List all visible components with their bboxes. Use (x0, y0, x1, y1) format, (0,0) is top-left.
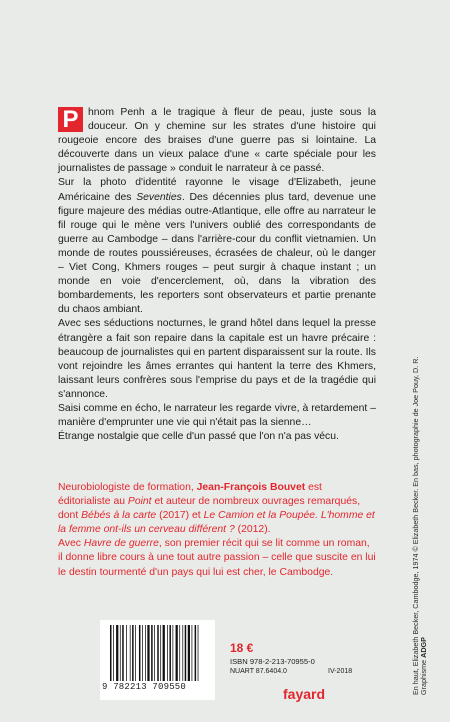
barcode-bar (169, 625, 171, 681)
barcode-bar (173, 625, 174, 681)
barcode-bar (132, 625, 134, 681)
bio-text: Avec (58, 538, 84, 550)
barcode-bar (120, 625, 121, 681)
barcode-bar (195, 625, 197, 681)
book-blurb (58, 106, 376, 444)
barcode-bar (179, 625, 180, 681)
nuart-code: NUART 87.6404.0 (230, 668, 287, 675)
barcode-icon (110, 625, 206, 681)
credits-line-1: En haut, Elizabeth Becker, Cambodge, 1974 © Elizabeth Becker. En bas, photographie de Joe Pouy, D. R. (411, 356, 420, 695)
barcode-bar (160, 625, 161, 681)
graphisme-value: ADGP (419, 637, 428, 658)
bio-paragraph-1 (58, 481, 376, 537)
barcode-bar (113, 625, 114, 681)
bio-text: , son premier récit qui se lit comme un roman, il donne libre cours à une tout autre passion – celle que suscite en lui le destin tourmenté d'un pays qui lui est cher, le Cambodge. (58, 538, 376, 578)
blurb-italic-seventies: Seventies (136, 191, 182, 203)
barcode-bar (182, 625, 183, 681)
photo-credits (412, 320, 426, 695)
barcode-bar (154, 625, 155, 681)
barcode-bar (126, 625, 127, 681)
barcode-bar (157, 625, 159, 681)
blurb-paragraph-3: Avec ses séductions nocturnes, le grand hôtel dans lequel la presse étrangère a fait son repaire dans la capitale est un havre précaire : beaucoup de journalistes qui en partent disparaissent sur la route. Ils vont rejoindre les âmes errantes qui hantent la terre des Khmers, laissant leurs confrères sous l'emprise du pays et de la tragédie qui s'annonce. (58, 318, 376, 400)
blurb-text-2b: . Des décennies plus tard, devenue une figure majeure des médias outre-Atlantique, elle offre au narrateur le fil rouge qui le mène vers l'univers oublié des correspondants de guerre au Cambodge – dans l'arrière-cour du conflit vietnamien. Un monde de routes poussiéreuses, écrasées de chaleur, où le danger – Viet Cong, Khmers rouges – peut surgir à chaque instant ; un monde en voie d'encerclement, où, dans la vibration des bombardements, les reporters sont observateurs et partie prenante du chaos ambiant. (58, 191, 376, 316)
bio-text: (2012). (234, 524, 271, 536)
graphisme-label: Graphisme (419, 657, 428, 695)
bio-paragraph-2 (58, 537, 376, 579)
barcode-bar (130, 625, 131, 681)
barcode-bar (135, 625, 136, 681)
publisher-logo: fayard (283, 686, 326, 702)
barcode-digits: 9 782213 709550 (102, 682, 187, 692)
bio-text: est éditorialiste au (58, 482, 322, 508)
blurb-text-2a: Sur la photo d'identité rayonne le visage d'Elizabeth, jeune Américaine des (58, 177, 376, 203)
bio-text: et auteur de nombreux ouvrages remarqués, dont (58, 496, 361, 522)
book-title-2: Le Camion et la Poupée. L'homme et la femme ont-ils un cerveau différent ? (58, 510, 375, 536)
photo-credits-text (412, 320, 428, 695)
magazine-title: Point (127, 496, 152, 508)
blurb-paragraph-1 (58, 106, 376, 176)
barcode-bar (192, 625, 193, 681)
barcode-bar (147, 625, 149, 681)
barcode-bar (116, 625, 118, 681)
author-bio (58, 481, 376, 580)
barcode-bar (151, 625, 153, 681)
bio-text: Neurobiologiste de formation, (58, 482, 197, 493)
author-name: Jean-François Bouvet (196, 482, 306, 493)
barcode (100, 620, 215, 700)
print-code: IV-2018 (328, 668, 353, 675)
book-title-1: Bébés à la carte (81, 510, 157, 522)
barcode-bar (163, 625, 165, 681)
barcode-bar (198, 625, 199, 681)
blurb-text-1: hnom Penh a le tragique à fleur de peau, juste sous la douceur. On y chemine sur les strates d'une histoire qui rougeoie encore des braises d'une guerre pas si lointaine. La découverte dans un vieux palace d'une « carte spéciale pour les journalistes de passage » conduit le narrateur à ce passé. (58, 107, 376, 175)
bio-text: (2017) et (156, 510, 204, 522)
drop-cap: P (58, 107, 83, 132)
credits-line-2 (420, 320, 428, 695)
barcode-bar (167, 625, 168, 681)
barcode-bar (139, 625, 141, 681)
barcode-bar (110, 625, 112, 681)
isbn: ISBN 978-2-213-70955-0 (230, 657, 315, 666)
barcode-bar (122, 625, 124, 681)
barcode-bar (142, 625, 143, 681)
blurb-paragraph-5: Étrange nostalgie que celle d'un passé que l'on n'a pas vécu. (58, 431, 339, 443)
barcode-bar (176, 625, 178, 681)
price: 18 € (230, 641, 254, 655)
barcode-bar (185, 625, 187, 681)
blurb-paragraph-2 (58, 176, 376, 317)
barcode-bar (188, 625, 190, 681)
book-title-3: Havre de guerre (83, 538, 159, 550)
barcode-bar (145, 625, 146, 681)
blurb-paragraph-4: Saisi comme en écho, le narrateur les regarde vivre, à retardement – manière d'emprunter une vie qui n'était pas la sienne… (58, 402, 376, 429)
